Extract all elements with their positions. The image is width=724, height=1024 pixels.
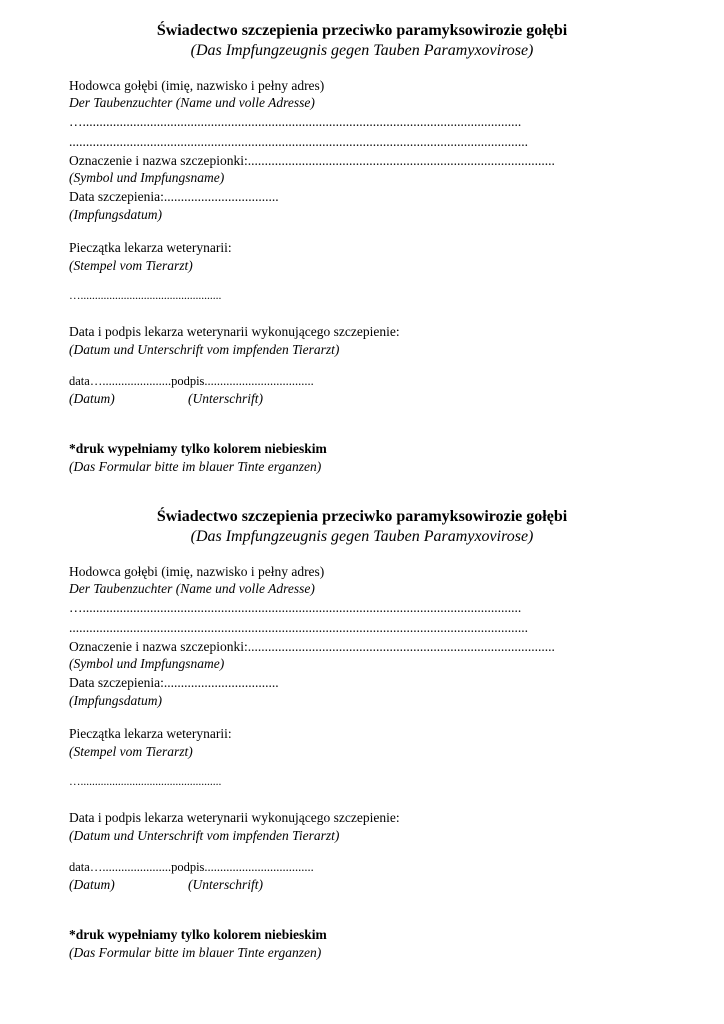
stamp-label: Pieczątka lekarza weterynarii: bbox=[69, 726, 232, 741]
datum-label: (Datum) bbox=[69, 877, 115, 892]
breeder-label: Hodowca gołębi (imię, nazwisko i pełny adres) bbox=[69, 564, 325, 579]
breeder-label: Hodowca gołębi (imię, nazwisko i pełny adres) bbox=[69, 78, 325, 93]
stamp-label-de: (Stempel vom Tierarzt) bbox=[69, 744, 193, 759]
vaccine-label-de: (Symbol und Impfungsname) bbox=[69, 656, 225, 671]
breeder-field-line-1[interactable]: ….................................................................................................................................. bbox=[69, 600, 522, 615]
vaccine-field[interactable]: ........................................................................................... bbox=[247, 639, 555, 654]
unterschrift-label: (Unterschrift) bbox=[188, 877, 263, 892]
ink-note-de: (Das Formular bitte im blauer Tinte erganzen) bbox=[69, 945, 322, 960]
stamp-label: Pieczątka lekarza weterynarii: bbox=[69, 240, 232, 255]
date-row bbox=[69, 189, 279, 205]
unterschrift-label: (Unterschrift) bbox=[188, 391, 263, 406]
certificate-subtitle: (Das Impfungzeugnis gegen Tauben Paramyxovirose) bbox=[190, 42, 534, 59]
ink-note: *druk wypełniamy tylko kolorem niebieskim bbox=[69, 927, 327, 942]
date-field[interactable]: .................................. bbox=[163, 675, 279, 690]
stamp-label-de: (Stempel vom Tierarzt) bbox=[69, 258, 193, 273]
vaccine-field[interactable]: ........................................................................................... bbox=[247, 153, 555, 168]
date-label: Data szczepienia: bbox=[69, 189, 164, 204]
breeder-label-de: Der Taubenzuchter (Name und volle Adresse) bbox=[69, 95, 315, 110]
ink-note: *druk wypełniamy tylko kolorem niebieskim bbox=[69, 441, 327, 456]
signature-label: Data i podpis lekarza weterynarii wykonującego szczepienie: bbox=[69, 810, 400, 825]
datum-label: (Datum) bbox=[69, 391, 115, 406]
certificate-title: Świadectwo szczepienia przeciwko paramyksowirozie gołębi bbox=[156, 22, 568, 39]
date-label: Data szczepienia: bbox=[69, 675, 164, 690]
date-row bbox=[69, 675, 279, 691]
signature-label-de: (Datum und Unterschrift vom impfenden Tierarzt) bbox=[69, 828, 340, 843]
breeder-field-line-2[interactable]: ........................................................................................................................................ bbox=[69, 134, 528, 149]
breeder-field-line-2[interactable]: ........................................................................................................................................ bbox=[69, 620, 528, 635]
vaccine-label-de: (Symbol und Impfungsname) bbox=[69, 170, 225, 185]
signature-label: Data i podpis lekarza weterynarii wykonującego szczepienie: bbox=[69, 324, 400, 339]
ink-note-de: (Das Formular bitte im blauer Tinte erganzen) bbox=[69, 459, 322, 474]
breeder-label-de: Der Taubenzuchter (Name und volle Adresse) bbox=[69, 581, 315, 596]
certificate-subtitle: (Das Impfungzeugnis gegen Tauben Paramyxovirose) bbox=[190, 528, 534, 545]
certificate-title: Świadectwo szczepienia przeciwko paramyksowirozie gołębi bbox=[156, 508, 568, 525]
date-label-de: (Impfungsdatum) bbox=[69, 693, 162, 708]
vaccine-row bbox=[69, 153, 555, 169]
stamp-field[interactable]: …................................................. bbox=[69, 290, 222, 302]
vaccine-label: Oznaczenie i nazwa szczepionki: bbox=[69, 639, 248, 654]
signature-label-de: (Datum und Unterschrift vom impfenden Tierarzt) bbox=[69, 342, 340, 357]
stamp-field[interactable]: …................................................. bbox=[69, 776, 222, 788]
date-field[interactable]: .................................. bbox=[163, 189, 279, 204]
vaccine-row bbox=[69, 639, 555, 655]
date-signature-field[interactable]: data…......................podpis................................... bbox=[69, 860, 314, 874]
breeder-field-line-1[interactable]: ….................................................................................................................................. bbox=[69, 114, 522, 129]
date-signature-field[interactable]: data…......................podpis................................... bbox=[69, 374, 314, 388]
date-label-de: (Impfungsdatum) bbox=[69, 207, 162, 222]
vaccine-label: Oznaczenie i nazwa szczepionki: bbox=[69, 153, 248, 168]
